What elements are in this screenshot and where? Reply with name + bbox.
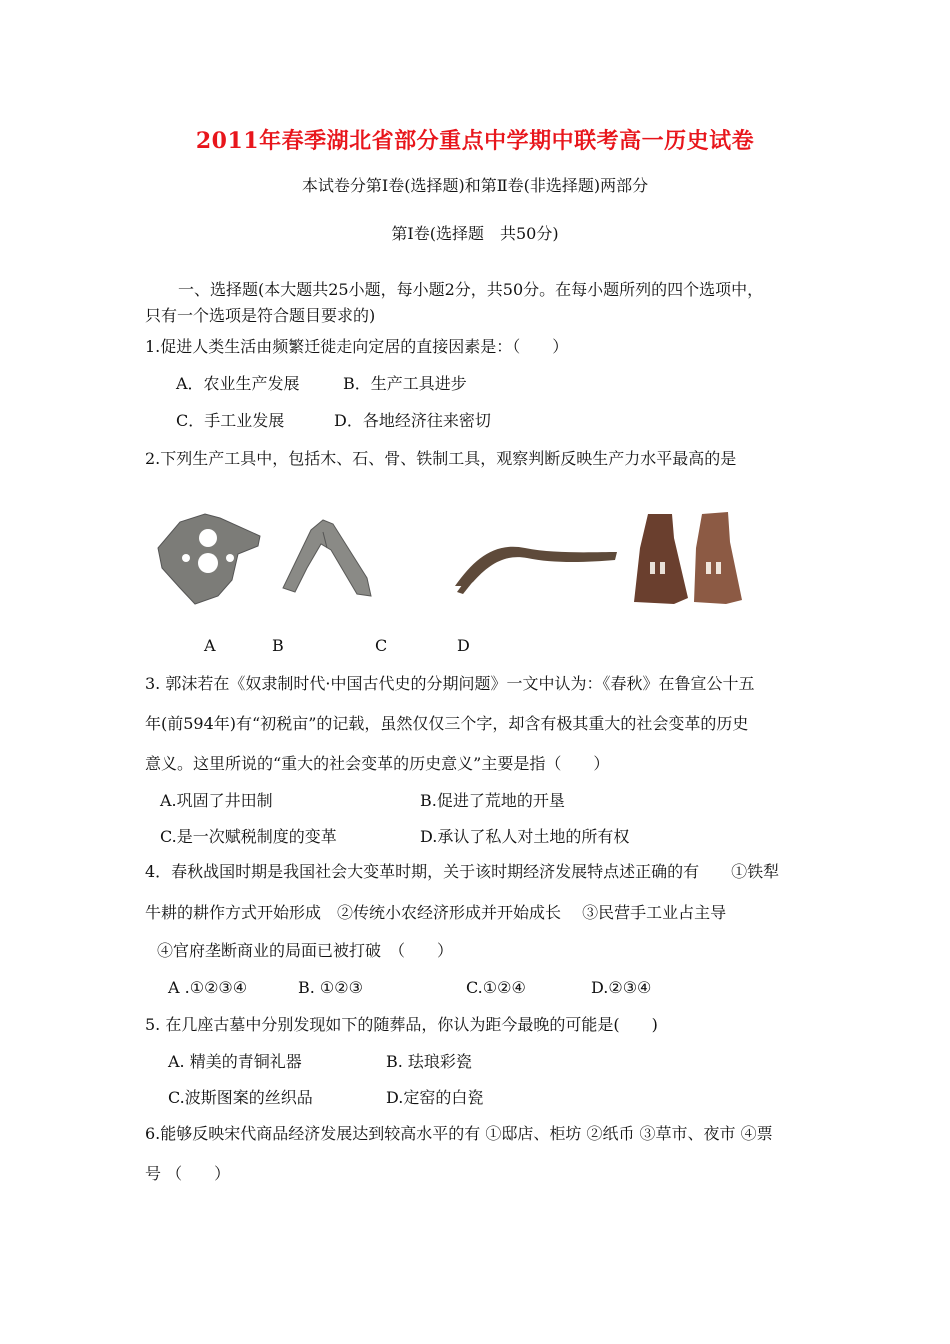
part-header: 第Ⅰ卷(选择题 共50分) [391,224,559,243]
stone-tool-icon [150,508,265,608]
question-5-option-a: A. 精美的青铜礼器 [168,1052,302,1071]
question-4-stem-line: 牛耕的耕作方式开始形成 ②传统小农经济形成并开始成长 ③民营手工业占主导 [145,903,727,922]
bone-tool-icon [275,508,375,608]
question-6-stem-line: 号 （ ） [145,1164,231,1183]
image-label-c: C [375,636,388,655]
exam-intro: 本试卷分第Ⅰ卷(选择题)和第Ⅱ卷(非选择题)两部分 [301,176,649,195]
question-3-stem-line: 年(前594年)有“初税亩”的记载，虽然仅仅三个字，却含有极其重大的社会变革的历史 [145,714,749,733]
wooden-tool-icon [445,508,625,608]
question-1-option-a: A．农业生产发展 [176,374,300,393]
question-4-stem-line: 4．春秋战国时期是我国社会大变革时期，关于该时期经济发展特点述正确的有 ①铁犁 [145,862,780,881]
question-5-option-c: C.波斯图案的丝织品 [168,1088,313,1107]
question-3-option-d: D.承认了私人对土地的所有权 [420,827,630,846]
question-3-stem-line: 3. 郭沫若在《奴隶制时代·中国古代史的分期问题》一文中认为：《春秋》在鲁宣公十五 [145,674,755,693]
question-5-stem: 5. 在几座古墓中分别发现如下的随葬品，你认为距今最晚的可能是( ) [145,1015,658,1034]
image-label-b: B [272,636,284,655]
page-title: 2011年春季湖北省部分重点中学期中联考高一历史试卷 [195,128,755,154]
question-1-option-b: B．生产工具进步 [343,374,467,393]
question-1-option-c: C．手工业发展 [176,411,285,430]
question-1-stem: 1.促进人类生活由频繁迁徙走向定居的直接因素是：（ ） [145,337,569,356]
question-3-option-b: B.促进了荒地的开垦 [420,791,565,810]
section-description-line: 只有一个选项是符合题目要求的) [145,306,376,325]
question-3-option-c: C.是一次赋税制度的变革 [160,827,337,846]
question-1-option-d: D．各地经济往来密切 [334,411,491,430]
question-4-option-b: B. ①②③ [298,978,363,997]
question-3-stem-line: 意义。这里所说的“重大的社会变革的历史意义”主要是指（ ） [145,754,610,773]
question-4-stem-line: ④官府垄断商业的局面已被打破 （ ） [157,941,454,960]
image-label-a: A [204,636,216,655]
question-4-option-c: C.①②④ [466,978,526,997]
question-4-option-a: A .①②③④ [168,978,248,997]
question-2-stem: 2.下列生产工具中，包括木、石、骨、铁制工具，观察判断反映生产力水平最高的是 [145,449,737,468]
question-6-stem-line: 6.能够反映宋代商品经济发展达到较高水平的有 ①邸店、柜坊 ②纸币 ③草市、夜市 ④票 [145,1124,773,1143]
question-5-option-d: D.定窑的白瓷 [386,1088,484,1107]
question-4-option-d: D.②③④ [591,978,652,997]
question-3-option-a: A.巩固了井田制 [160,791,273,810]
section-description-line: 一、选择题(本大题共25小题，每小题2分，共50分。在每小题所列的四个选项中， [178,280,764,299]
tool-images [145,508,765,613]
image-label-d: D [457,636,470,655]
iron-tool-icon [630,508,760,608]
question-5-option-b: B. 珐琅彩瓷 [386,1052,472,1071]
